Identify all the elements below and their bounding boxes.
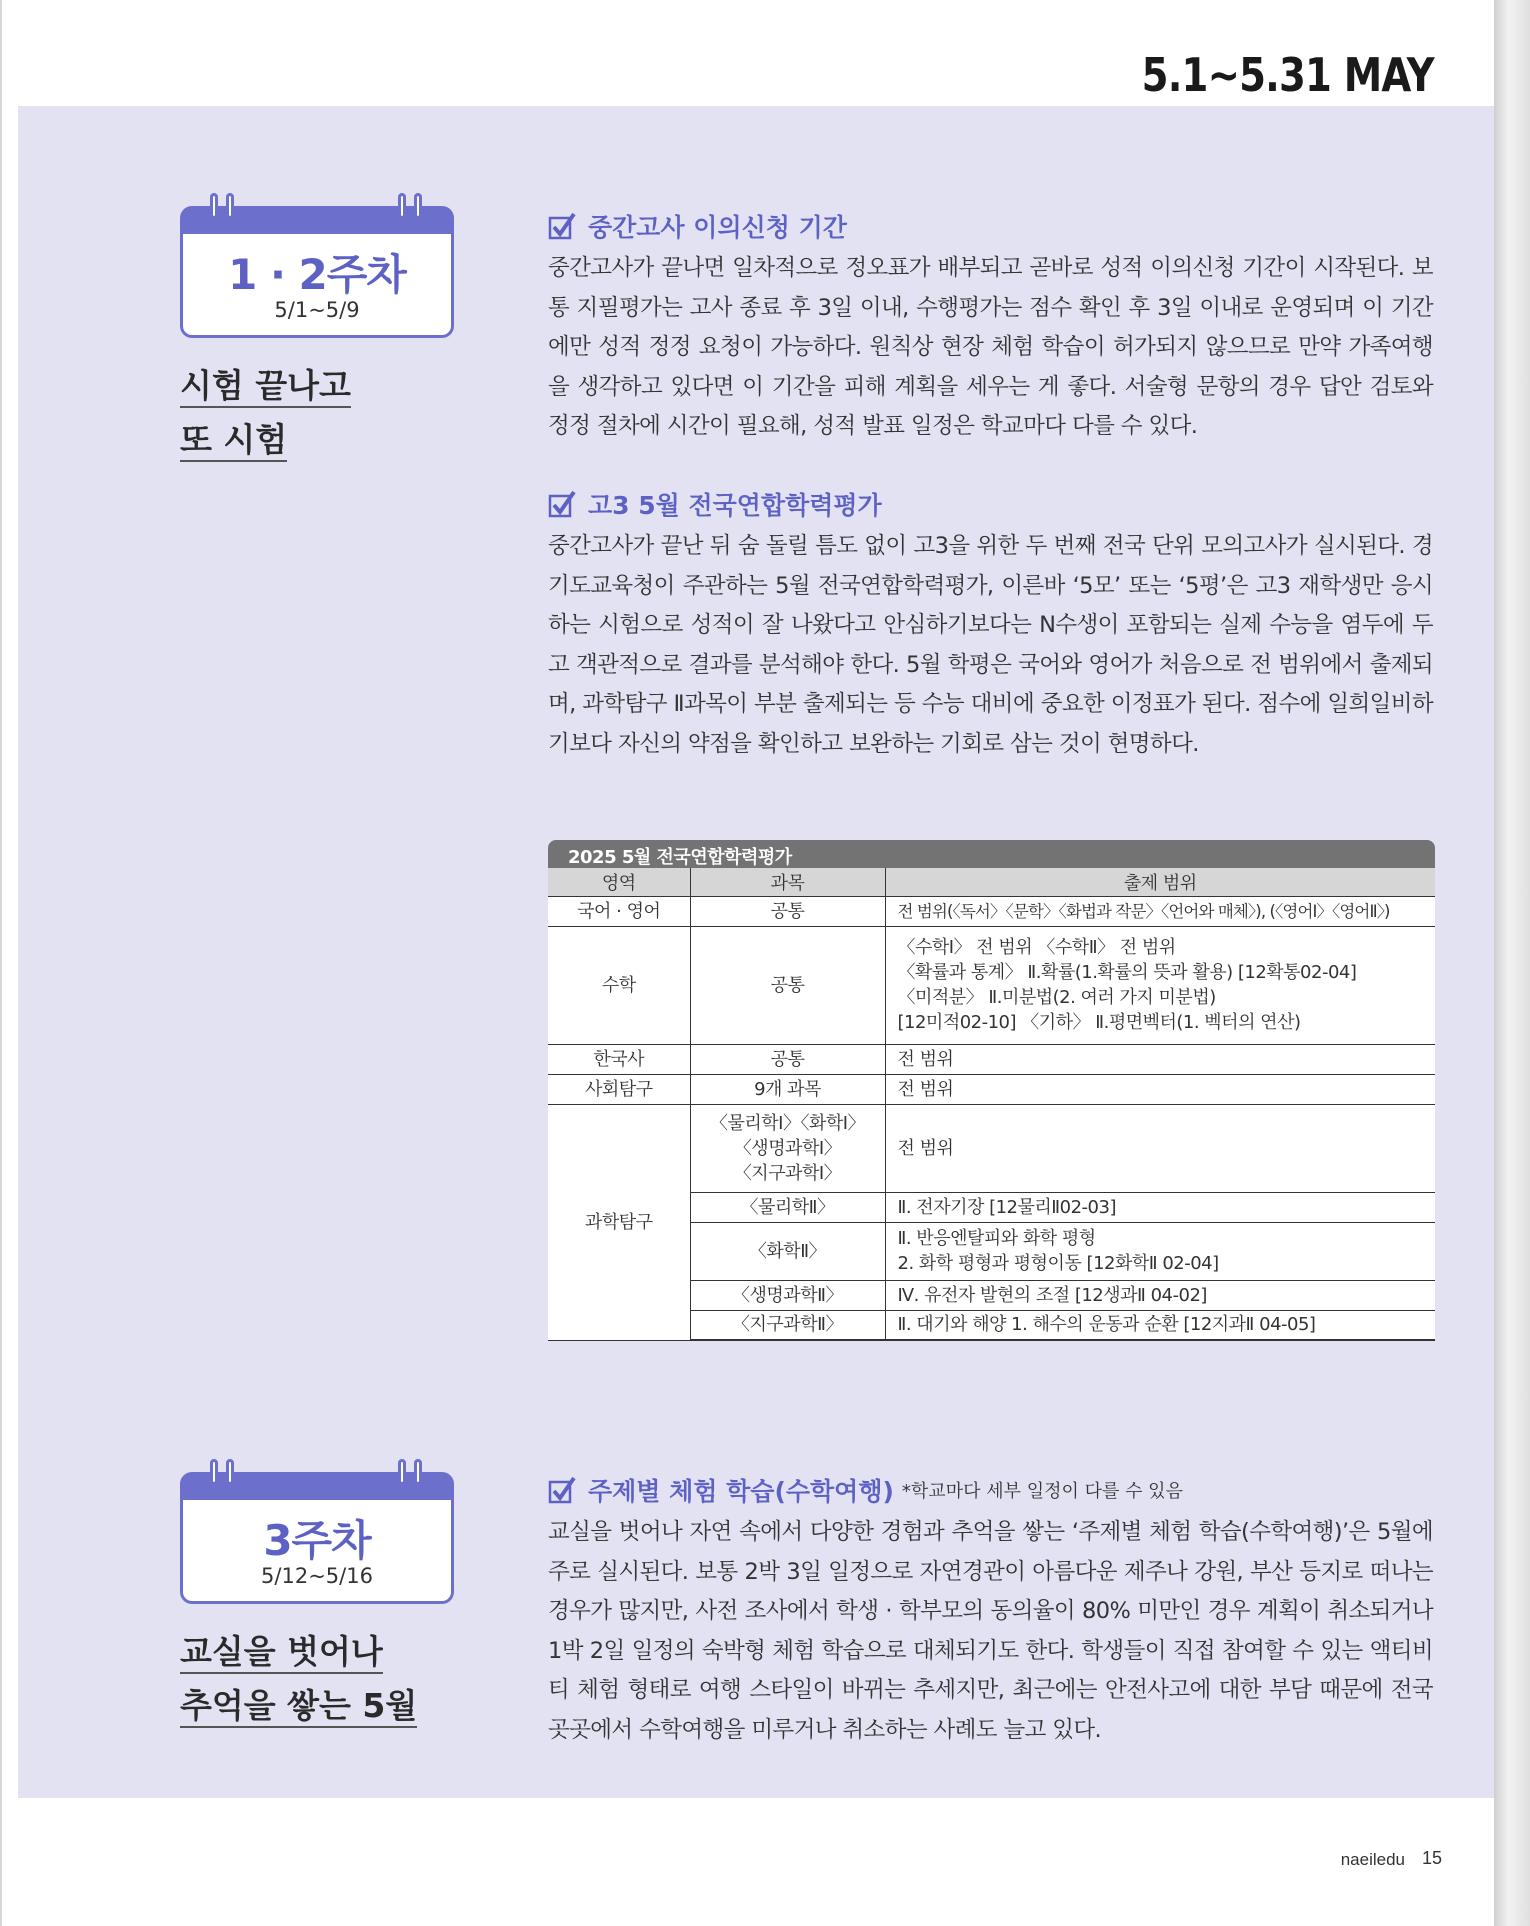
week3-heading-line1: 교실을 벗어나 bbox=[180, 1632, 383, 1674]
range-line: [12미적02-10] 〈기하〉 Ⅱ.평면벡터(1. 벡터의 연산) bbox=[897, 1012, 1301, 1033]
checkbox-check-icon bbox=[548, 1476, 576, 1504]
subject-line: 〈생명과학Ⅰ〉 bbox=[733, 1137, 842, 1159]
calendar-ring-icon bbox=[210, 1459, 218, 1485]
cell-subject: 공통 bbox=[690, 926, 885, 1044]
range-line: 〈확률과 통계〉 Ⅱ.확률(1.확률의 뜻과 활용) [12확통02-04] bbox=[897, 962, 1357, 983]
section2-title-text: 고3 5월 전국연합학력평가 bbox=[588, 491, 882, 520]
calendar-ring-icon bbox=[398, 193, 406, 219]
cell-subject: 9개 과목 bbox=[690, 1074, 885, 1104]
week3-badge-dates: 5/12~5/16 bbox=[261, 1564, 373, 1588]
cell-range bbox=[885, 926, 1435, 1044]
table-row bbox=[548, 926, 1435, 1044]
week12-heading-line1: 시험 끝나고 bbox=[180, 366, 351, 408]
header-range: 출제 범위 bbox=[885, 868, 1435, 896]
cell-range: Ⅱ. 전자기장 [12물리Ⅱ02-03] bbox=[885, 1192, 1435, 1222]
week12-calendar-badge bbox=[180, 206, 454, 338]
cell-subject: 〈지구과학Ⅱ〉 bbox=[690, 1310, 885, 1340]
cell-area: 국어 · 영어 bbox=[548, 896, 690, 926]
section3-title bbox=[548, 1472, 1183, 1508]
section3-body bbox=[548, 1513, 1433, 1751]
subject-line: 〈지구과학Ⅰ〉 bbox=[733, 1162, 842, 1184]
section3-paragraph: 교실을 벗어나 자연 속에서 다양한 경험과 추억을 쌓는 ‘주제별 체험 학습(수학여행)’은 5월에 주로 실시된다. 보통 2박 3일 일정으로 자연경관이 아름다운 제주나 강원, 부산 등지로 떠나는 경우가 많지만, 사전 조사에서 학생 · 학부모의 동의율이 80% 미만인 경우 계획이 취소되거나 1박 2일 일정의 숙박형 체험 학습으로 대체되기도 한다. 학생들이 직접 참여할 수 있는 액티비티 체험 형태로 여행 스타일이 바뀌는 추세지만, 최근에는 안전사고에 대한 부담 때문에 전국 곳곳에서 수학여행을 미루거나 취소하는 사례도 늘고 있다. bbox=[548, 1519, 1433, 1743]
subject-line: 〈물리학Ⅰ〉〈화학Ⅰ〉 bbox=[709, 1112, 866, 1134]
page-left-edge bbox=[0, 0, 18, 1926]
cell-area: 한국사 bbox=[548, 1044, 690, 1074]
cell-subject: 공통 bbox=[690, 896, 885, 926]
section1-title bbox=[548, 208, 847, 244]
range-line: Ⅱ. 반응엔탈피와 화학 평형 bbox=[897, 1228, 1096, 1249]
cell-range bbox=[885, 1222, 1435, 1280]
calendar-ring-icon bbox=[414, 193, 422, 219]
section2-paragraph: 중간고사가 끝난 뒤 숨 돌릴 틈도 없이 고3을 위한 두 번째 전국 단위 모의고사가 실시된다. 경기도교육청이 주관하는 5월 전국연합학력평가, 이른바 ‘5모’ 또는 ‘5평’은 고3 재학생만 응시하는 시험으로 성적이 잘 나왔다고 안심하기보다는 N수생이 포함되는 실제 수능을 염두에 두고 객관적으로 결과를 분석해야 한다. 5월 학평은 국어와 영어가 처음으로 전 범위에서 출제되며, 과학탐구 Ⅱ과목이 부분 출제되는 등 수능 대비에 중요한 이정표가 된다. 점수에 일희일비하기보다 자신의 약점을 확인하고 보완하는 기회로 삼는 것이 현명하다. bbox=[548, 533, 1433, 757]
week3-heading-line2: 추억을 쌓는 5월 bbox=[180, 1686, 417, 1728]
calendar-ring-icon bbox=[414, 1459, 422, 1485]
range-line: 〈미적분〉 Ⅱ.미분법(2. 여러 가지 미분법) bbox=[897, 987, 1216, 1008]
week3-badge-title: 3주차 bbox=[263, 1516, 371, 1565]
header-date-range: 5.1~5.31 MAY bbox=[1141, 48, 1434, 102]
table-row bbox=[548, 1044, 1435, 1074]
cell-range: 전 범위(〈독서〉〈문학〉〈화법과 작문〉〈언어와 매체〉), (〈영어Ⅰ〉〈영어Ⅱ〉) bbox=[885, 896, 1435, 926]
table-row bbox=[548, 1074, 1435, 1104]
section2-body bbox=[548, 527, 1433, 765]
exam-range-table bbox=[548, 840, 1435, 1341]
cell-area: 과학탐구 bbox=[548, 1104, 690, 1340]
table-row bbox=[548, 1104, 1435, 1192]
range-line: 2. 화학 평형과 평형이동 [12화학Ⅱ 02-04] bbox=[897, 1253, 1219, 1274]
week12-heading-line2: 또 시험 bbox=[180, 420, 287, 462]
page-spine-shadow bbox=[1494, 0, 1530, 1926]
footer-page-number: 15 bbox=[1421, 1848, 1442, 1868]
header-subject: 과목 bbox=[690, 868, 885, 896]
cell-range: Ⅳ. 유전자 발현의 조절 [12생과Ⅱ 04-02] bbox=[885, 1280, 1435, 1310]
cell-subject: 〈물리학Ⅱ〉 bbox=[690, 1192, 885, 1222]
section2-title bbox=[548, 486, 882, 522]
calendar-ring-icon bbox=[210, 193, 218, 219]
table-caption: 2025 5월 전국연합학력평가 bbox=[548, 840, 1435, 868]
cell-range: Ⅱ. 대기와 해양 1. 해수의 운동과 순환 [12지과Ⅱ 04-05] bbox=[885, 1310, 1435, 1340]
week12-badge-dates: 5/1~5/9 bbox=[274, 298, 360, 322]
cell-subject bbox=[690, 1104, 885, 1192]
calendar-ring-icon bbox=[226, 1459, 234, 1485]
range-table bbox=[548, 868, 1435, 1341]
checkbox-check-icon bbox=[548, 490, 576, 518]
week12-side-heading bbox=[180, 362, 351, 470]
footer-brand: naeiledu bbox=[1340, 1850, 1405, 1869]
range-line: 〈수학Ⅰ〉 전 범위 〈수학Ⅱ〉 전 범위 bbox=[897, 937, 1176, 958]
table-header-row bbox=[548, 868, 1435, 896]
section1-paragraph: 중간고사가 끝나면 일차적으로 정오표가 배부되고 곧바로 성적 이의신청 기간이 시작된다. 보통 지필평가는 고사 종료 후 3일 이내, 수행평가는 점수 확인 후 3일 이내로 운영되며 이 기간에만 성적 정정 요청이 가능하다. 원칙상 현장 체험 학습이 허가되지 않으므로 만약 가족여행을 생각하고 있다면 이 기간을 피해 계획을 세우는 게 좋다. 서술형 문항의 경우 답안 검토와 정정 절차에 시간이 필요해, 성적 발표 일정은 학교마다 다를 수 있다. bbox=[548, 255, 1433, 440]
cell-subject: 〈생명과학Ⅱ〉 bbox=[690, 1280, 885, 1310]
header-area: 영역 bbox=[548, 868, 690, 896]
week12-badge-title: 1 · 2주차 bbox=[228, 250, 406, 299]
section1-title-text: 중간고사 이의신청 기간 bbox=[588, 213, 847, 242]
cell-subject: 공통 bbox=[690, 1044, 885, 1074]
cell-range: 전 범위 bbox=[885, 1104, 1435, 1192]
section3-title-text: 주제별 체험 학습(수학여행) bbox=[588, 1477, 894, 1506]
section1-body bbox=[548, 249, 1433, 447]
week3-side-heading bbox=[180, 1628, 417, 1736]
cell-area: 수학 bbox=[548, 926, 690, 1044]
cell-range: 전 범위 bbox=[885, 1044, 1435, 1074]
cell-range: 전 범위 bbox=[885, 1074, 1435, 1104]
calendar-ring-icon bbox=[398, 1459, 406, 1485]
week3-calendar-badge bbox=[180, 1472, 454, 1604]
cell-subject: 〈화학Ⅱ〉 bbox=[690, 1222, 885, 1280]
footer-bar bbox=[18, 1798, 1494, 1926]
checkbox-check-icon bbox=[548, 212, 576, 240]
section3-note: *학교마다 세부 일정이 다를 수 있음 bbox=[901, 1481, 1183, 1502]
cell-area: 사회탐구 bbox=[548, 1074, 690, 1104]
calendar-ring-icon bbox=[226, 193, 234, 219]
table-row bbox=[548, 896, 1435, 926]
